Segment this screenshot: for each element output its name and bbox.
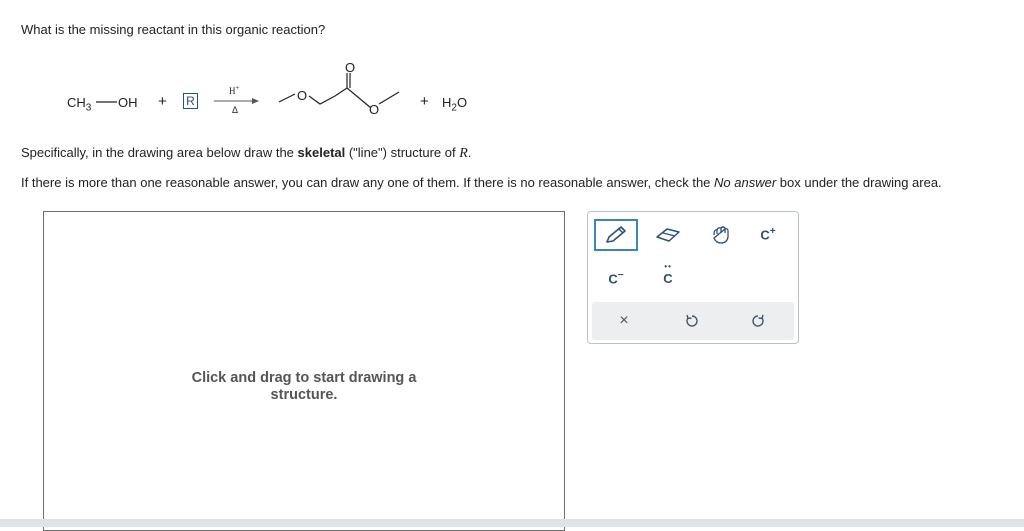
reaction-arrow [214,97,260,105]
reactant-bond [96,94,118,110]
carbocation-tool-button[interactable] [748,219,788,249]
product-structure [275,60,410,120]
hand-icon [710,225,734,245]
undo-button[interactable] [672,306,712,336]
clear-button[interactable] [604,306,644,336]
water-formula: $H_2O$ [442,95,468,114]
product-carbonyl-oxygen: O [345,60,356,75]
bottom-scroll-edge [0,519,1024,527]
product-ester-oxygen: O [369,102,380,117]
carbanion-icon: C− [608,269,624,287]
catalyst-label: H+ [229,84,240,96]
undo-icon [684,313,700,329]
pencil-icon [603,225,629,245]
plus-sign: + [158,93,167,110]
canvas-hint: Click and drag to start drawing a structure. [191,370,417,403]
drawing-canvas[interactable] [43,211,565,531]
pencil-tool-button[interactable] [594,219,638,251]
plus-sign-2: + [420,93,429,110]
heat-label: Δ [232,105,239,115]
toolbar-action-row [592,302,794,340]
drawing-toolbar [587,211,799,344]
hand-tool-button[interactable] [702,220,742,250]
carbanion-tool-button[interactable] [596,263,636,293]
reactant-oh: OH [118,95,138,110]
question-text: What is the missing reactant in this organic reaction? [21,22,326,37]
carbocation-icon: C+ [760,225,776,243]
redo-icon [750,313,766,329]
unknown-reactant-box: R [183,93,198,109]
product-ether-oxygen: O [297,88,308,103]
carbene-tool-button[interactable] [648,263,688,293]
eraser-icon [655,226,681,244]
reaction-scheme [0,50,520,130]
redo-button[interactable] [738,306,778,336]
instruction-skeletal: Specifically, in the drawing area below draw the skeletal ("line") structure of R. [21,145,472,161]
eraser-tool-button[interactable] [648,220,688,250]
clear-icon: × [619,312,629,329]
reactant-methanol: $CH_3$ [67,95,92,114]
instruction-no-answer: If there is more than one reasonable answer, you can draw any one of them. If there is no reasonable answer, check the No answer box under the drawing area. [21,175,942,190]
carbene-icon: •• C [663,261,673,286]
